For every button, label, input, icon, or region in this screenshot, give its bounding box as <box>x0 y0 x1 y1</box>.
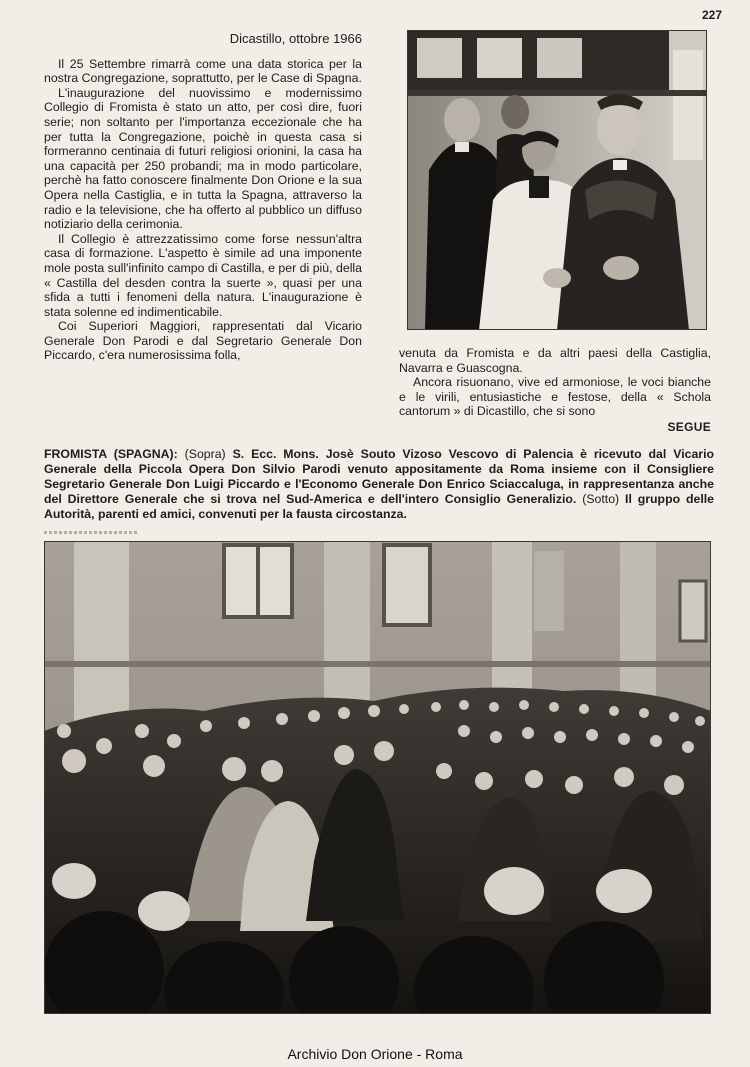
photo-crowd-gathering-image <box>44 541 711 1014</box>
photo-bishop-reception-image <box>407 30 707 330</box>
photo-crowd-gathering <box>44 541 711 1014</box>
print-mark <box>44 531 139 534</box>
article-left-column <box>44 32 362 363</box>
paragraph: L'inaugurazione del nuovissimo e modernissimo Collegio di Fromista è stato un atto, per così dire, fuori serie; non soltanto per l'importanza eccezionale che ha per tutta la Congregazione, poichè in questa casa si formeranno centinaia di futuri religiosi orionini, la casa ha una capacità per 250 probandi; ma in modo particolare, perchè ha fatto conoscere finalmente Don Orione e la sua Opera nella Castiglia, e in tutta la Spagna, attraverso la radio e la televisione, che ha offerto al pubblico un diffuso notiziario della cerimonia. <box>44 85 362 232</box>
paragraph: Ancora risuonano, vive ed armoniose, le voci bianche e le virili, entusiastiche e festose, della « Schola cantorum » di Dicastillo, che si sono <box>399 375 711 419</box>
caption-lead: FROMISTA (SPAGNA): <box>44 447 178 461</box>
caption-sotto-text: Il gruppo delle Autorità, parenti ed amici, convenuti per la fausta circostanza. <box>44 492 714 521</box>
dateline: Dicastillo, ottobre 1966 <box>229 31 362 46</box>
paragraph-continuation: venuta da Fromista e da altri paesi della Castiglia, Navarra e Guascogna. <box>399 346 711 375</box>
caption-sotto-tag: (Sotto) <box>582 492 620 506</box>
page-number: 227 <box>701 8 722 22</box>
photo-caption <box>44 447 714 522</box>
paragraph: Il Collegio è attrezzatissimo come forse nessun'altra casa di formazione. L'aspetto è simile ad una imponente mole posta sull'infinito campo di Castilla, e per di più, della « Castilla del desden contra la suerte », quasi per una sfida a tutti i fenomeni della natura. L'inaugurazione è stata solenne ed indimenticabile. <box>44 231 362 319</box>
caption-sopra-tag: (Sopra) <box>184 447 226 461</box>
paragraph: Coi Superiori Maggiori, rappresentati dal Vicario Generale Don Parodi e dal Segretario Generale Don Piccardo, c'era numerosissima folla, <box>44 319 362 363</box>
photo-bishop-reception <box>407 30 707 330</box>
paragraph: Il 25 Settembre rimarrà come una data storica per la nostra Congregazione, soprattutto, per le Case di Spagna. <box>44 56 362 86</box>
continued-marker: SEGUE <box>667 419 711 434</box>
article-right-column <box>399 346 711 435</box>
caption-sopra-text: S. Ecc. Mons. Josè Souto Vizoso Vescovo di Palencia è ricevuto dal Vicario Generale della Piccola Opera Don Silvio Parodi venuto appositamente da Roma insieme con il Consigliere Segretario Generale Don Luigi Piccardo e l'Economo Generale Don Enrico Sciaccaluga, in rappresentanza anche del Direttore Generale che si trova nel Sud-America e dell'intero Consiglio Generalizio. <box>44 447 714 506</box>
archive-footer: Archivio Don Orione - Roma <box>287 1046 463 1062</box>
